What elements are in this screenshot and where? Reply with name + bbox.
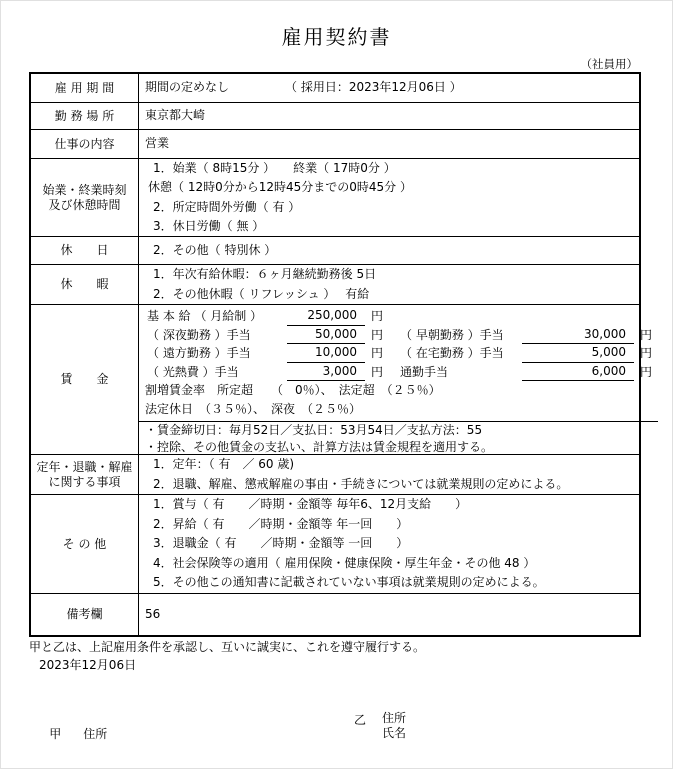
allowance-label: （ 遠方勤務 ）手当: [147, 346, 251, 361]
work-hours-line: 2．所定時間外労働（ 有 ）: [153, 199, 301, 214]
other-line: 3．退職金（ 有 ／時期・金額等 一回 ）: [153, 536, 409, 551]
work-hours-line: 1．始業（ 8時15分 ） 終業（ 17時0分 ）: [153, 160, 396, 175]
allowance-line: [145, 326, 652, 345]
work-hours-line: 休憩（ 12時0分から12時45分までの0時45分 ）: [148, 180, 412, 194]
party-a-signature-block: [34, 711, 107, 756]
wage-notes: [139, 421, 658, 456]
employment-period-value: 期間の定めなし （ 採用日：2023年12月06日 ）: [145, 80, 462, 95]
leave-line: 2．その他休暇（ リフレッシュ ） 有給: [153, 286, 370, 301]
work-hours-line: 3．休日労働（ 無 ）: [153, 219, 265, 233]
currency-unit: 円: [371, 346, 384, 361]
allowance-value: 5,000: [522, 343, 634, 363]
party-b-address-label: 住所: [382, 711, 407, 725]
allowance-value: 50,000: [287, 325, 365, 345]
allowance-value: 6,000: [522, 362, 634, 382]
premium-rate-line: 法定休日 （３５％）、 深夜 （２５％）: [145, 401, 362, 416]
retirement-line: 1．定年：（ 有 ／ 60 歳): [153, 457, 295, 471]
row-label: そ の 他: [31, 495, 139, 593]
allowance-label: （ 在宅勤務 ）手当: [400, 346, 504, 361]
allowance-label: （ 早朝勤務 ）手当: [400, 327, 504, 342]
currency-unit: 円: [371, 364, 384, 379]
currency-unit: 円: [640, 327, 653, 342]
row-label: 備考欄: [31, 594, 139, 635]
row-remarks: [31, 594, 639, 635]
base-pay-label: 基 本 給 （ 月給制 ）: [147, 309, 263, 323]
base-pay-line: [145, 307, 652, 326]
agreement-statement: 甲と乙は、上記雇用条件を承認し、互いに誠実に、これを遵守履行する。: [29, 640, 426, 654]
wage-amounts: [139, 305, 658, 421]
other-line: 2．昇給（ 有 ／時期・金額等 年一回 ）: [153, 516, 409, 531]
row-label: 賃 金: [31, 305, 139, 454]
party-b-label: 乙: [354, 713, 367, 727]
allowance-line: [145, 363, 652, 382]
row-job-description: [31, 130, 639, 159]
base-pay-value: 250,000: [287, 306, 365, 326]
row-label: 休 暇: [31, 265, 139, 304]
currency-unit: 円: [640, 364, 653, 379]
wage-note: ・控除、その他賃金の支払い、計算方法は賃金規程を適用する。: [145, 439, 494, 454]
row-other: [31, 495, 639, 594]
row-leave: [31, 265, 639, 305]
hire-date: （ 採用日：2023年12月06日 ）: [285, 80, 462, 95]
party-a-label: 甲: [49, 727, 62, 741]
row-retirement: [31, 455, 639, 495]
work-location-value: 東京都大崎: [145, 108, 206, 123]
currency-unit: 円: [371, 309, 384, 323]
retirement-line: 2．退職、解雇、懲戒解雇の事由・手続きについては就業規則の定めによる。: [153, 476, 569, 491]
row-label: 定年・退職・解雇 に関する事項: [31, 455, 139, 494]
leave-line: 1．年次有給休暇：６ヶ月継続勤務後 5日: [153, 267, 377, 281]
allowance-label: 通勤手当: [400, 364, 449, 379]
other-line: 4．社会保険等の適用（ 雇用保険・健康保険・厚生年金・その他 48 ）: [153, 555, 536, 570]
other-line: 5．その他この通知書に記載されていない事項は就業規則の定めによる。: [153, 575, 545, 590]
page-title: 雇用契約書: [281, 25, 392, 49]
allowance-value: 10,000: [287, 343, 365, 363]
job-description-value: 営業: [145, 136, 170, 151]
currency-unit: 円: [640, 346, 653, 361]
holidays-value: 2．その他（ 特別休 ）: [153, 242, 277, 257]
contract-date: 2023年12月06日: [39, 658, 137, 672]
row-label: 仕事の内容: [31, 130, 139, 158]
row-work-location: [31, 103, 639, 130]
party-b-name-label: 氏名: [382, 725, 407, 740]
party-a-address-label: 住所: [83, 727, 108, 741]
row-employment-period: [31, 74, 639, 103]
row-label: 勤 務 場 所: [31, 103, 139, 129]
row-label: 雇 用 期 間: [31, 74, 139, 102]
allowance-label: （ 深夜勤務 ）手当: [147, 327, 251, 342]
contract-table: [29, 72, 653, 637]
row-work-hours: [31, 159, 639, 237]
allowance-value: 30,000: [522, 325, 634, 345]
premium-rate-line: 割増賃金率 所定超 （ 0％）、 法定超 （２５％）: [145, 383, 441, 398]
wage-note: ・賃金締切日：毎月52日／支払日：53月54日／支払方法：55: [145, 422, 483, 437]
allowance-value: 3,000: [287, 362, 365, 382]
party-b-signature-block: [354, 711, 406, 740]
allowance-label: （ 光熱費 ）手当: [147, 364, 239, 379]
remarks-value: 56: [145, 606, 161, 621]
row-holidays: [31, 237, 639, 265]
row-label: 休 日: [31, 237, 139, 264]
currency-unit: 円: [371, 327, 384, 342]
allowance-line: [145, 344, 652, 363]
other-line: 1．賞与（ 有 ／時期・金額等 毎年6、12月支給 ）: [153, 497, 468, 512]
row-label: 始業・終業時刻 及び休憩時間: [31, 159, 139, 236]
audience-tag: （社員用）: [580, 57, 638, 71]
row-wages: [31, 305, 653, 455]
